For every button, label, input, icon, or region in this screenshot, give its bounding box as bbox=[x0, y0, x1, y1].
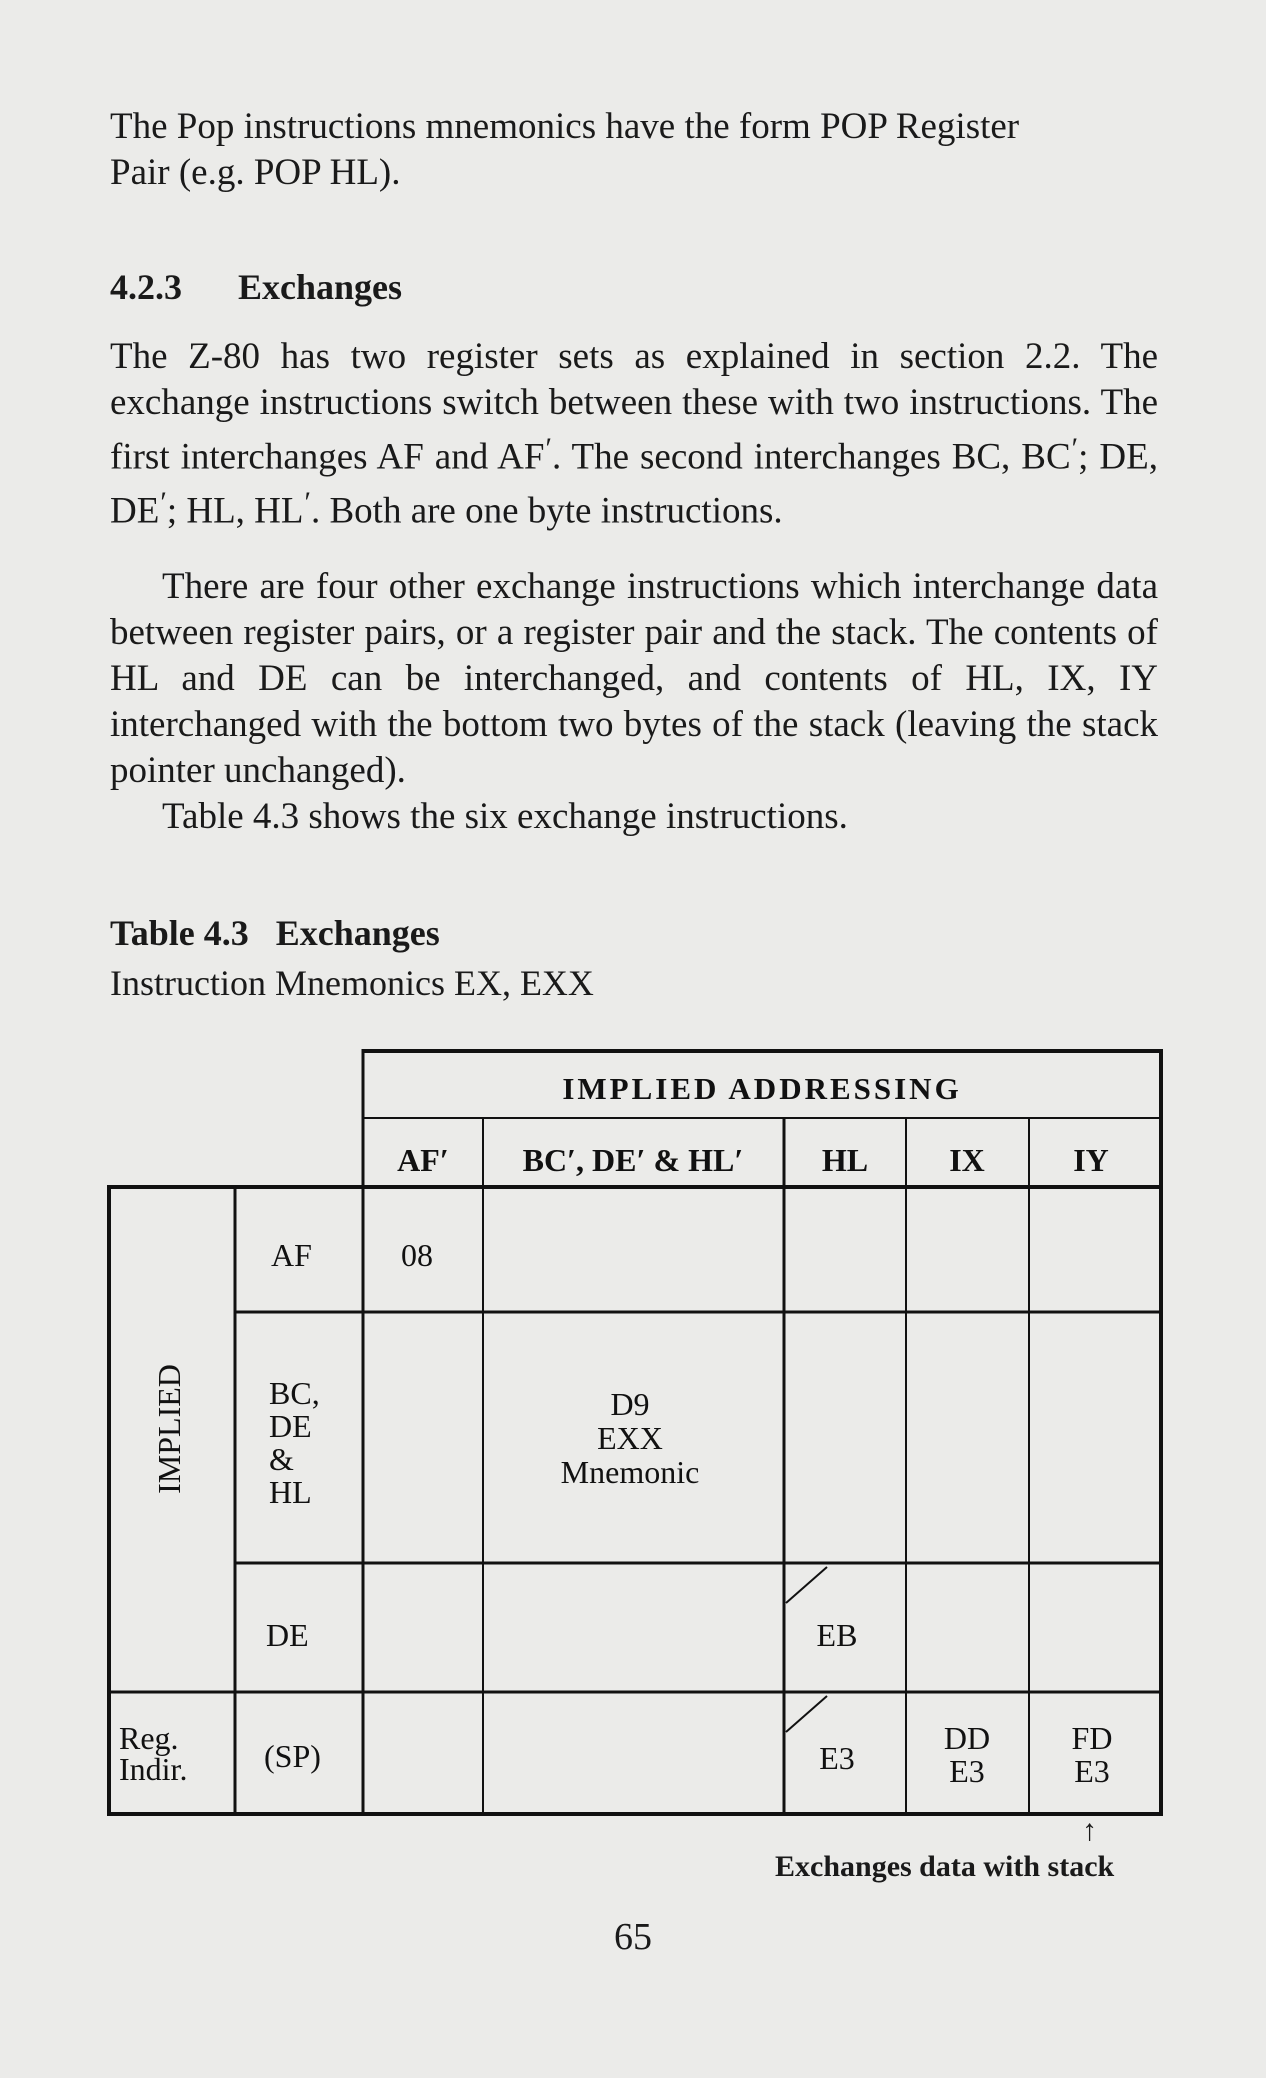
cell-exx-opcode: D9 bbox=[610, 1386, 650, 1422]
table-label: Table 4.3 bbox=[110, 913, 249, 953]
para1-text-2: . The second interchanges BC, BC bbox=[551, 436, 1071, 478]
cell-af-af-prime: 08 bbox=[401, 1237, 433, 1273]
row-label-ampersand: & bbox=[269, 1441, 294, 1477]
row-label-af: AF bbox=[271, 1237, 312, 1273]
col-header-af-prime: AF′ bbox=[397, 1142, 449, 1178]
intro-line-2: Pair (e.g. POP HL). bbox=[110, 152, 401, 193]
cell-exx-name: EXX bbox=[597, 1420, 663, 1456]
para1-text-3: ; DE, DE bbox=[110, 436, 1158, 532]
cell-sp-hl: E3 bbox=[819, 1740, 855, 1776]
row-label-bc: BC, bbox=[269, 1375, 320, 1411]
prime-mark: ′ bbox=[545, 433, 552, 465]
header-implied-addressing: IMPLIED ADDRESSING bbox=[562, 1071, 962, 1106]
cell-exx-mnemonic: Mnemonic bbox=[560, 1454, 700, 1490]
row-label-sp: (SP) bbox=[264, 1738, 321, 1774]
table-caption bbox=[110, 912, 440, 954]
page-number: 65 bbox=[614, 1916, 652, 1958]
prime-mark: ′ bbox=[304, 487, 311, 520]
intro-paragraph bbox=[110, 104, 1158, 196]
cell-de-hl: EB bbox=[816, 1617, 858, 1653]
cell-sp-iy-prefix: FD bbox=[1071, 1720, 1113, 1756]
intro-line-1: The Pop instructions mnemonics have the form POP Register bbox=[110, 106, 1020, 147]
group-label-reg: Reg. bbox=[119, 1720, 179, 1756]
section-heading bbox=[110, 266, 402, 308]
para1-text-1: The Z-80 has two register sets as explained in section 2.2. The exchange instructions switch between these with two instructions. The first interchanges AF and AF bbox=[110, 336, 1158, 478]
para1-text-4: ; HL, HL bbox=[166, 490, 304, 532]
exchange-paragraph-2: There are four other exchange instructions which interchange data between register pairs, or a register pair and the stack. The contents of HL and DE can be interchanged, and contents of HL, IX, IY interchanged with the bottom two bytes of the stack (leaving the stack pointer unchanged). bbox=[110, 566, 1158, 791]
row-label-de: DE bbox=[269, 1408, 312, 1444]
group-label-implied: IMPLIED bbox=[151, 1364, 187, 1494]
col-header-bc-de-hl-prime: BC′, DE′ & HL′ bbox=[522, 1142, 744, 1178]
section-number: 4.2.3 bbox=[110, 267, 182, 307]
row-label-hl: HL bbox=[269, 1474, 312, 1510]
group-label-indir: Indir. bbox=[119, 1751, 188, 1787]
col-header-iy: IY bbox=[1073, 1142, 1109, 1178]
stack-note: Exchanges data with stack bbox=[775, 1850, 1115, 1883]
para1-text-5: . Both are one byte instructions. bbox=[310, 490, 783, 532]
cell-sp-ix-prefix: DD bbox=[943, 1720, 991, 1756]
prime-mark: ′ bbox=[1071, 433, 1079, 465]
cell-sp-iy-opcode: E3 bbox=[1074, 1753, 1110, 1789]
col-header-ix: IX bbox=[949, 1142, 985, 1178]
section-title: Exchanges bbox=[238, 267, 403, 307]
prime-mark: ′ bbox=[160, 487, 167, 520]
table-subtitle: Instruction Mnemonics EX, EXX bbox=[110, 963, 594, 1003]
table-title: Exchanges bbox=[275, 913, 440, 953]
exchange-table bbox=[107, 1049, 1169, 1823]
up-arrow-icon: ↑ bbox=[1082, 1814, 1097, 1847]
exchange-paragraph-1 bbox=[110, 334, 1158, 535]
col-header-hl: HL bbox=[821, 1142, 869, 1178]
cell-sp-ix-opcode: E3 bbox=[949, 1753, 985, 1789]
exchange-paragraph-3: Table 4.3 shows the six exchange instructions. bbox=[162, 796, 848, 837]
row-label-de-exchange: DE bbox=[266, 1617, 309, 1653]
